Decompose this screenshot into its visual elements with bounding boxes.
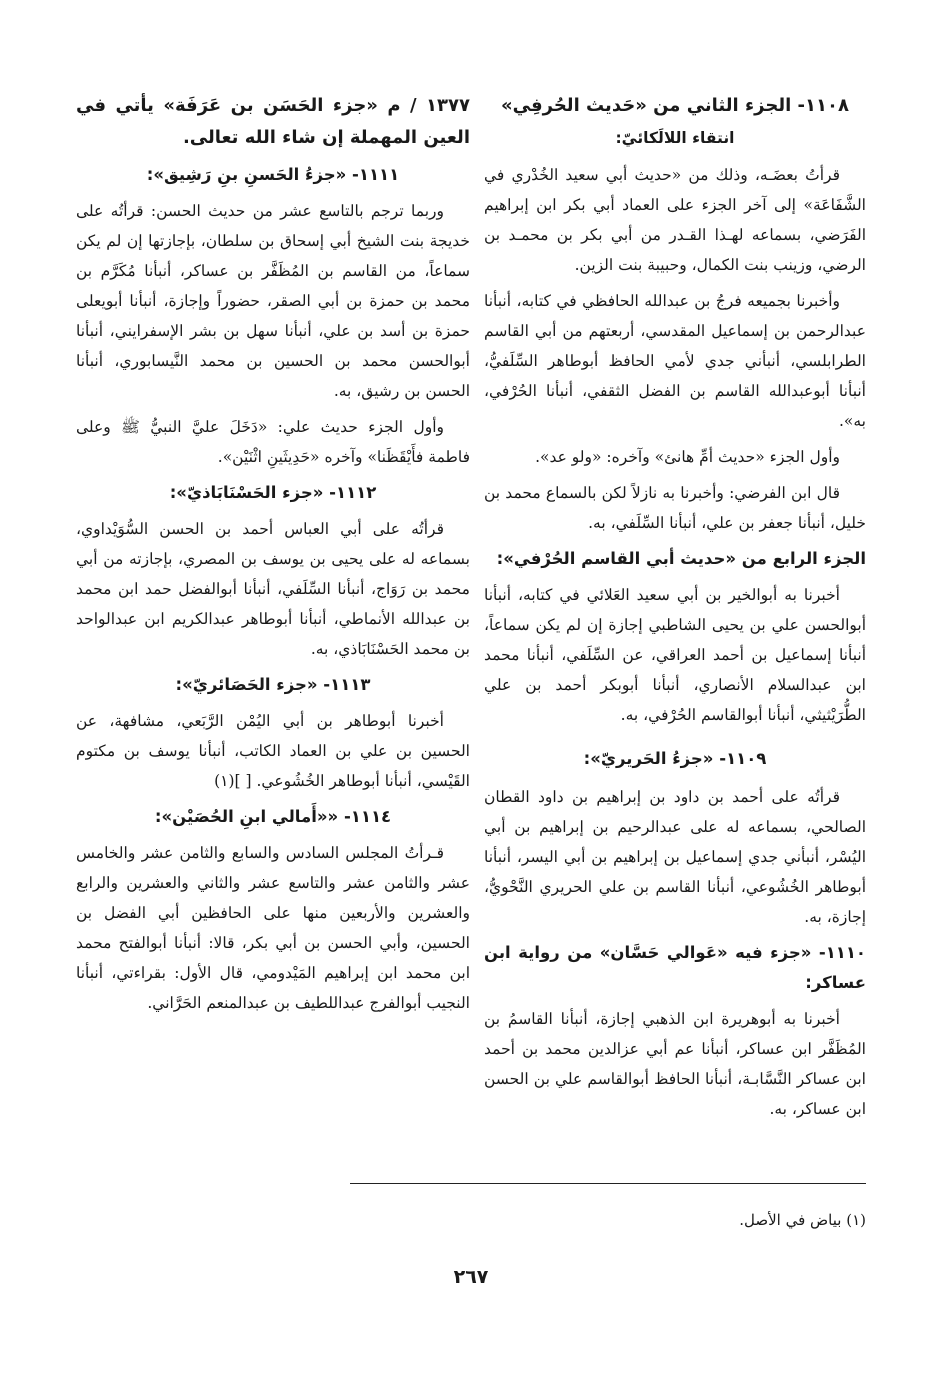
entry-1108-subtitle: انتقاء اللالَكائيّ: (615, 129, 735, 147)
entry-1108-heading (484, 90, 866, 154)
entry-1114-heading: ١١١٤- ««أَمالي ابنِ الحُصَيْن»: (154, 807, 392, 826)
paragraph: أخبرنا أبوطاهر بن أبي اليُمْن الرَّبَعي، مشافهة، عن الحسين بن علي بن العماد الكاتب، أنبأنا يوسف بن مكتوم القَيْسي، أنبأنا أبوطاهر الخُشُوعي. [ ](١) (76, 712, 470, 790)
paragraph: وأول الجزء «حديث أمِّ هانئ» وآخره: «ولو عد». (535, 448, 840, 466)
section-fourth-heading: الجزء الرابع من «حديث أبي القاسم الحُرْفي»: (496, 549, 866, 568)
page-number: ٢٦٧ (453, 1266, 489, 1288)
paragraph: وربما ترجم بالتاسع عشر من حديث الحسن: قرأتُه على خديجة بنت الشيخ أبي إسحاق بن سلطان، بإجازتها إن لم يكن سماعاً، من القاسم بن المُظَفَّر بن عساكر، أنبأنا مُكَرَّم بن محمد بن حمزة بن أبي الصقر، حضوراً وإجازة، أنبأنا أبويعلى حمزة بن أسد بن علي، أنبأنا سهل بن بشر الإسفرايني، أنبأنا أبوالحسن محمد بن الحسين بن محمد النَّيسابوري، أنبأنا الحسن بن رشيق، به. (76, 202, 470, 400)
right-column (484, 88, 866, 1130)
paragraph: قال ابن الفرضي: وأخبرنا به نازلاً لكن بالسماع محمد بن خليل، أنبأنا جعفر بن علي، أنبأنا السِّلَفي، به. (484, 484, 866, 532)
entry-1110-heading: ١١١٠- «جزء فيه «عَوالي حَسَّان» من رواية ابن عساكر: (484, 943, 866, 992)
footnote: (١) بياض في الأصل. (739, 1211, 866, 1229)
entry-1108-title: ١١٠٨- الجزء الثاني من «حَديث الحُرفِي» (501, 95, 849, 116)
entry-1111-heading: ١١١١- «جزءُ الحَسنِ بنِ رَشِيق»: (146, 165, 400, 184)
paragraph: قرأتُ بعضَـه، وذلك من «حديث أبي سعيد الخُدْري في الشَّفَاعَة» إلى آخر الجزء على العماد أبي بكر ابن إبراهيم الفَرَضي، بسماعه لهـذا القـدر من أبي بكر بن محمـد بن الرضي، وزينب بنت الكمال، وحبيبة بنت الزين. (484, 166, 866, 274)
paragraph: وأخبرنا بجميعه فرجُ بن عبدالله الحافظي في كتابه، أنبأنا عبدالرحمن بن إسماعيل المقدسي، أربعتهم من أبي القاسم الطرابلسي، أنبأني جدي لأمي الحافظ أبوطاهر السِّلَفيُّ، أنبأنا أبوعبدالله القاسم بن الفضل الثقفي، أنبأنا الحُرْفي، به». (484, 292, 866, 430)
entry-1109-heading: ١١٠٩- «جزءُ الحَريريّ»: (583, 749, 767, 768)
footnote-divider (350, 1183, 866, 1184)
paragraph: وأول الجزء حديث علي: «دَخَلَ عليَّ النبيُّ ﷺ وعلى فاطمة فأَيْقَظَنا» وآخره «حَدِيثَينِ اثْنَيْن». (76, 418, 470, 466)
entry-1112-heading: ١١١٢- «جزء الحَسْنَابَاذيّ»: (169, 483, 377, 502)
paragraph: أخبرنا به أبوهريرة ابن الذهبي إجازة، أنبأنا القاسمُ بن المُظَفَّر ابن عساكر، أنبأنا عم أبي عزالدين محمد بن أحمد ابن عساكر النَّسَّابـة، أنبأنا الحافظ أبوالقاسم علي بن الحسن ابن عساكر، به. (484, 1010, 866, 1118)
entry-1113-heading: ١١١٣- «جزء الحَصَائريّ»: (175, 675, 371, 694)
paragraph: قـرأتُ المجلس السادس والسابع والثامن عشر والخامس عشر والثامن عشر والتاسع عشر والثاني والعشرين والرابع والعشرين والأربعين منها على الحافظين أبي الفضل بن الحسين، وأبي الحسن بن أبي بكر، قالا: أنبأنا أبوالفتح محمد ابن محمد ابن إبراهيم المَيْدومي، قال الأول: بقراءتي، أنبأنا النجيب أبوالفرج عبداللطيف بن عبدالمنعم الحَرَّاني. (76, 844, 470, 1012)
paragraph: قرأتُه على أحمد بن داود بن إبراهيم بن داود القطان الصالحي، بسماعه له على عبدالرحيم بن إبراهيم بن أبي اليُسْر، أنبأني جدي إسماعيل بن إبراهيم بن أبي اليسر، أنبأنا أبوطاهر الخُشُوعي، أنبأنا القاسم بن علي الحريري النَّحْويُّ، إجازة، به. (484, 788, 866, 926)
left-column (76, 88, 470, 1024)
entry-1377-heading: ١٣٧٧ / م «جزء الحَسَن بن عَرَفَة» يأتي في العين المهملة إن شاء الله تعالى. (76, 95, 470, 148)
paragraph: قرأتُه على أبي العباس أحمد بن الحسن السُّوَيْداوي، بسماعه له على يحيى بن يوسف بن المصري، بإجازته من أبي محمد بن رَوَاج، أنبأنا السِّلَفي، أنبأنا أبوالفضل حمد ابن محمد بن عبدالله الأنماطي، أنبأنا أبوطاهر عبدالكريم ابن عبدالواحد بن محمد الحَسْنَابَاذي، به. (76, 520, 470, 658)
paragraph: أخبرنا به أبوالخير بن أبي سعيد العَلائي في كتابه، أنبأنا أبوالحسن علي بن يحيى الشاطبي إجازة إن لم يكن سماعاً، أنبأنا إسماعيل بن أحمد العراقي، عن السِّلَفي، أنبأنا محمد ابن عبدالسلام الأنصاري، أنبأنا أبوبكر أحمد بن علي الطُّرَيْثيثي، أنبأنا أبوالقاسم الحُرْفي، به. (484, 586, 866, 724)
